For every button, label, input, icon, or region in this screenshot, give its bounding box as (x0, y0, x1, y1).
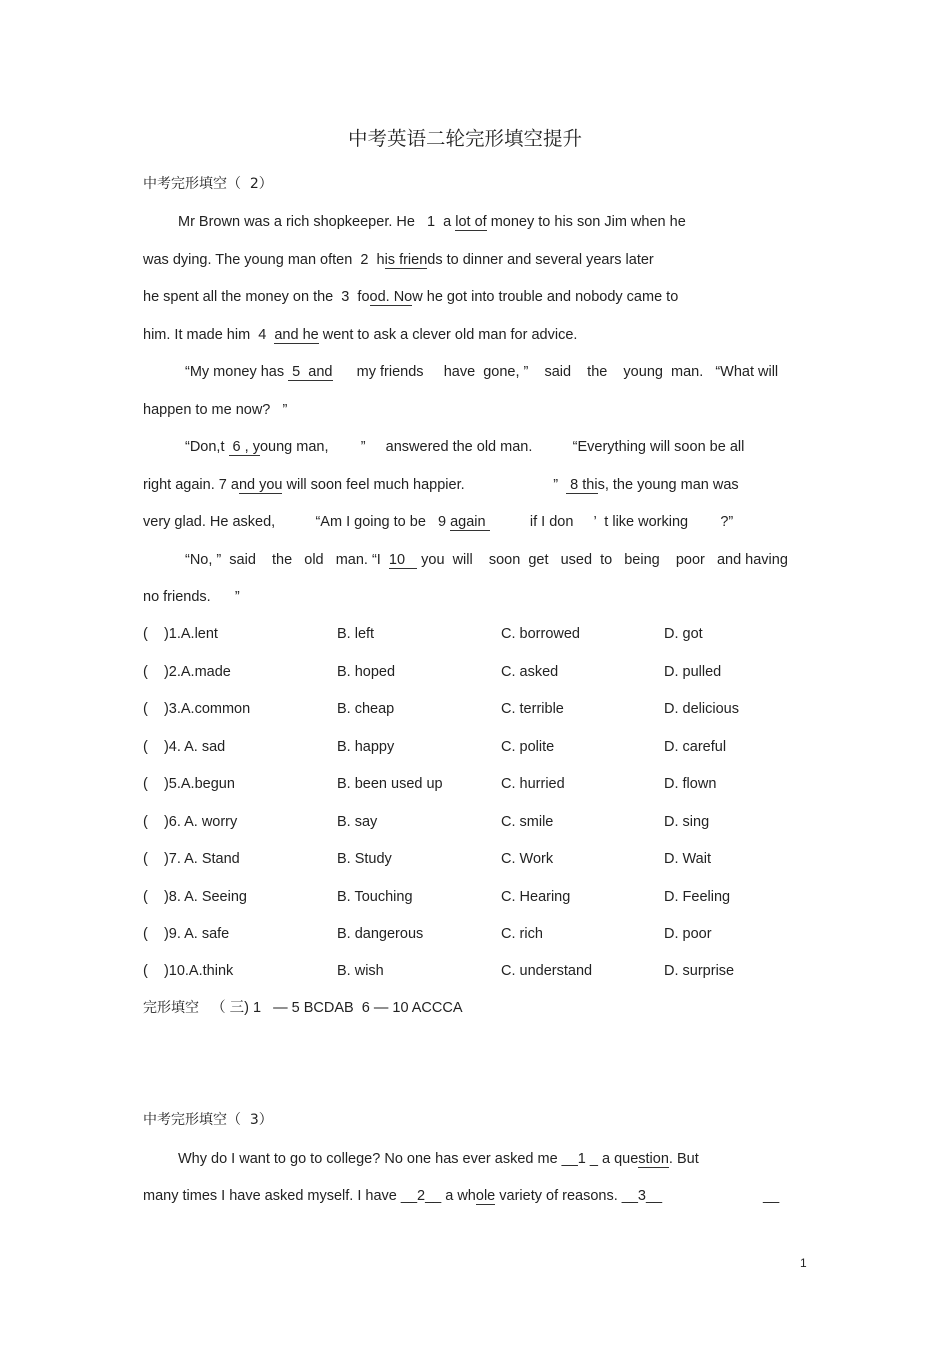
section-3-line-1: Why do I want to go to college? No one has ever asked me __1 _ a question. But (178, 1151, 699, 1167)
option-b: B. Study (337, 851, 392, 867)
answer-key: 完形填空 （ 三) 1 — 5 BCDAB 6 — 10 ACCCA (143, 1000, 463, 1016)
option-b: B. happy (337, 739, 395, 755)
option-b: B. been used up (337, 776, 443, 792)
passage-line-2: was dying. The young man often 2 his friends to dinner and several years later (143, 252, 654, 268)
option-d: D. pulled (664, 664, 722, 680)
question-number: ( )6. A. worry (143, 814, 238, 830)
option-c: C. smile (501, 814, 554, 830)
option-d: D. surprise (664, 963, 735, 979)
option-c: C. Work (501, 851, 554, 867)
passage-line-3: he spent all the money on the 3 food. Now he got into trouble and nobody came to (143, 289, 679, 305)
option-d: D. delicious (664, 701, 739, 717)
passage-line-9: very glad. He asked, “Am I going to be 9 again if I don ’ t like working ?” (143, 514, 734, 530)
question-number: ( )7. A. Stand (143, 851, 240, 867)
option-d: D. Feeling (664, 889, 731, 905)
passage-line-7: “Don,t 6 , young man, ” answered the old man. “Everything will soon be all (185, 439, 745, 455)
passage-line-10: “No, ” said the old man. “I 10 you will soon get used to being poor and having (185, 552, 788, 568)
option-b: B. hoped (337, 664, 396, 680)
trailing-blank: __ (763, 1188, 780, 1204)
option-c: C. asked (501, 664, 559, 680)
question-number: ( )5.A.begun (143, 776, 235, 792)
page-number: 1 (800, 1256, 807, 1270)
option-b: B. left (337, 626, 375, 642)
option-d: D. sing (664, 814, 710, 830)
section-2-heading: 中考完形填空（ 2） (143, 176, 273, 192)
option-d: D. flown (664, 776, 717, 792)
option-d: D. Wait (664, 851, 711, 867)
passage-line-5: “My money has 5 and my friends have gone, ” said the young man. “What will (185, 364, 779, 380)
option-d: D. got (664, 626, 703, 642)
passage-line-6: happen to me now? ” (143, 402, 288, 418)
section-3-heading: 中考完形填空（ 3） (143, 1112, 273, 1128)
option-c: C. terrible (501, 701, 564, 717)
option-b: B. wish (337, 963, 384, 979)
option-c: C. rich (501, 926, 543, 942)
passage-line-8: right again. 7 and you will soon feel much happier. ” 8 this, the young man was (143, 477, 739, 493)
option-d: D. careful (664, 739, 727, 755)
question-number: ( )4. A. sad (143, 739, 226, 755)
option-c: C. polite (501, 739, 555, 755)
section-3-line-2: many times I have asked myself. I have __2__ a whole variety of reasons. __3__ (143, 1188, 663, 1204)
option-c: C. hurried (501, 776, 565, 792)
passage-line-1: Mr Brown was a rich shopkeeper. He 1 a lot of money to his son Jim when he (178, 214, 686, 230)
option-b: B. dangerous (337, 926, 424, 942)
option-c: C. borrowed (501, 626, 580, 642)
question-number: ( )9. A. safe (143, 926, 230, 942)
option-b: B. Touching (337, 889, 413, 905)
question-number: ( )10.A.think (143, 963, 234, 979)
question-number: ( )2.A.made (143, 664, 231, 680)
document-title: 中考英语二轮完形填空提升 (347, 127, 582, 150)
option-c: C. understand (501, 963, 593, 979)
option-d: D. poor (664, 926, 712, 942)
option-b: B. say (337, 814, 378, 830)
option-c: C. Hearing (501, 889, 571, 905)
option-b: B. cheap (337, 701, 395, 717)
question-number: ( )3.A.common (143, 701, 251, 717)
passage-line-11: no friends. ” (143, 589, 240, 605)
question-number: ( )1.A.lent (143, 626, 218, 642)
question-number: ( )8. A. Seeing (143, 889, 247, 905)
passage-line-4: him. It made him 4 and he went to ask a clever old man for advice. (143, 327, 578, 343)
